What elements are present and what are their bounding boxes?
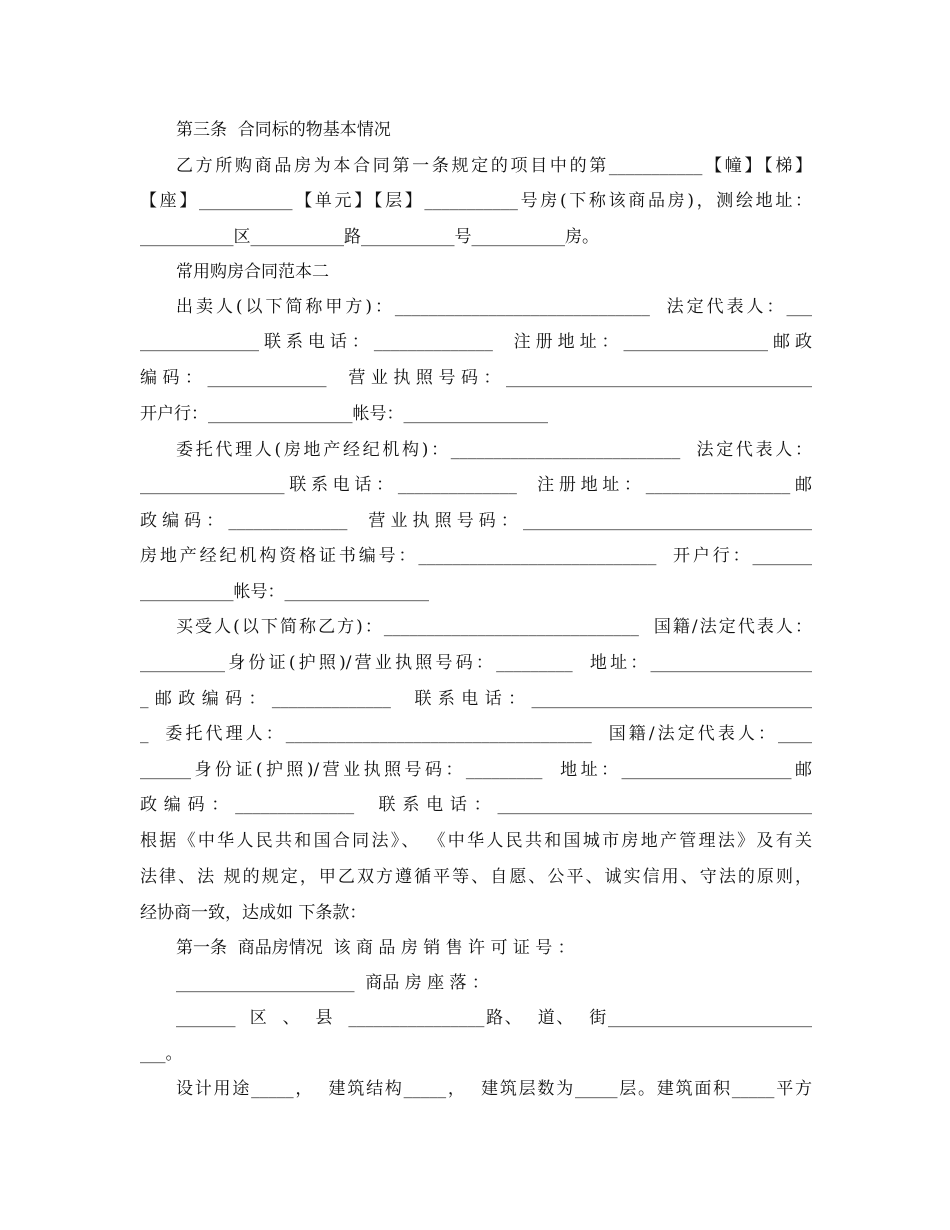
preamble-line: 法律、法 规的规定，甲乙双方遵循平等、自愿、公平、诚实信用、守法的原则， [140, 867, 812, 887]
article-one-line: _______ 区 、 县 ________________路、 道、 街________________________ [176, 1008, 812, 1028]
seller-line: 编码：______________ 营业执照号码：____________________________________ [140, 368, 812, 388]
seller-line: 出卖人(以下简称甲方)：______________________________ 法定代表人：___ [176, 297, 812, 317]
preamble-line: 经协商一致，达成如 下条款： [140, 903, 367, 923]
seller-line: ______________联系电话：______________ 注册地址：_________________邮政 [140, 332, 812, 352]
agent-line: 房地产经纪机构资格证书编号：____________________________ 开户行：_______ [140, 546, 812, 566]
buyer-line: 政编码：______________ 联系电话：_____________________________________ [140, 795, 812, 815]
agent-line: _________________联系电话：______________ 注册地址：_________________邮 [140, 475, 812, 495]
agent-line: 政编码：______________ 营业执照号码：__________________________________ [140, 511, 812, 531]
article-one-line: 第一条 商品房情况 该 商 品 房 销 售 许 可 证 号 ： [176, 938, 575, 958]
buyer-line: ______身份证(护照)/营业执照号码：_________ 地址：____________________邮 [140, 760, 812, 780]
article-three-heading: 第三条 合同标的物基本情况 [176, 120, 391, 140]
paragraph-line: 【座】___________【单元】【层】___________号房(下称该商品房)，测绘地址： [140, 191, 812, 211]
buyer-line: __________身份证(护照)/营业执照号码：_________ 地址：___________________ [140, 653, 812, 673]
buyer-line: 买受人(以下简称乙方)：______________________________ 国籍/法定代表人： [176, 617, 812, 637]
agent-line: 委托代理人(房地产经纪机构)：___________________________ 法定代表人： [176, 440, 812, 460]
buyer-line: _ 委托代理人：____________________________________ 国籍/法定代表人：____ [140, 724, 812, 744]
agent-line: ___________帐号：_________________ [140, 582, 429, 602]
article-one-line: ___。 [140, 1044, 183, 1064]
article-one-line: _____________________ 商品 房 座 落 ： [176, 973, 489, 993]
section-title: 常用购房合同范本二 [176, 262, 329, 282]
preamble-line: 根据《中华人民共和国合同法》、 《中华人民共和国城市房地产管理法》及有关 [140, 831, 812, 851]
paragraph-line: 乙方所购商品房为本合同第一条规定的项目中的第___________【幢】【梯】 [176, 156, 812, 176]
article-one-line: 设计用途_____， 建筑结构_____， 建筑层数为_____层。建筑面积_____平方 [176, 1079, 812, 1099]
buyer-line: _邮政编码：______________ 联系电话：_________________________________ [140, 689, 812, 709]
seller-line: 开户行：_________________帐号：_________________ [140, 404, 548, 424]
paragraph-line: ___________区___________路___________号___________房。 [140, 227, 599, 247]
